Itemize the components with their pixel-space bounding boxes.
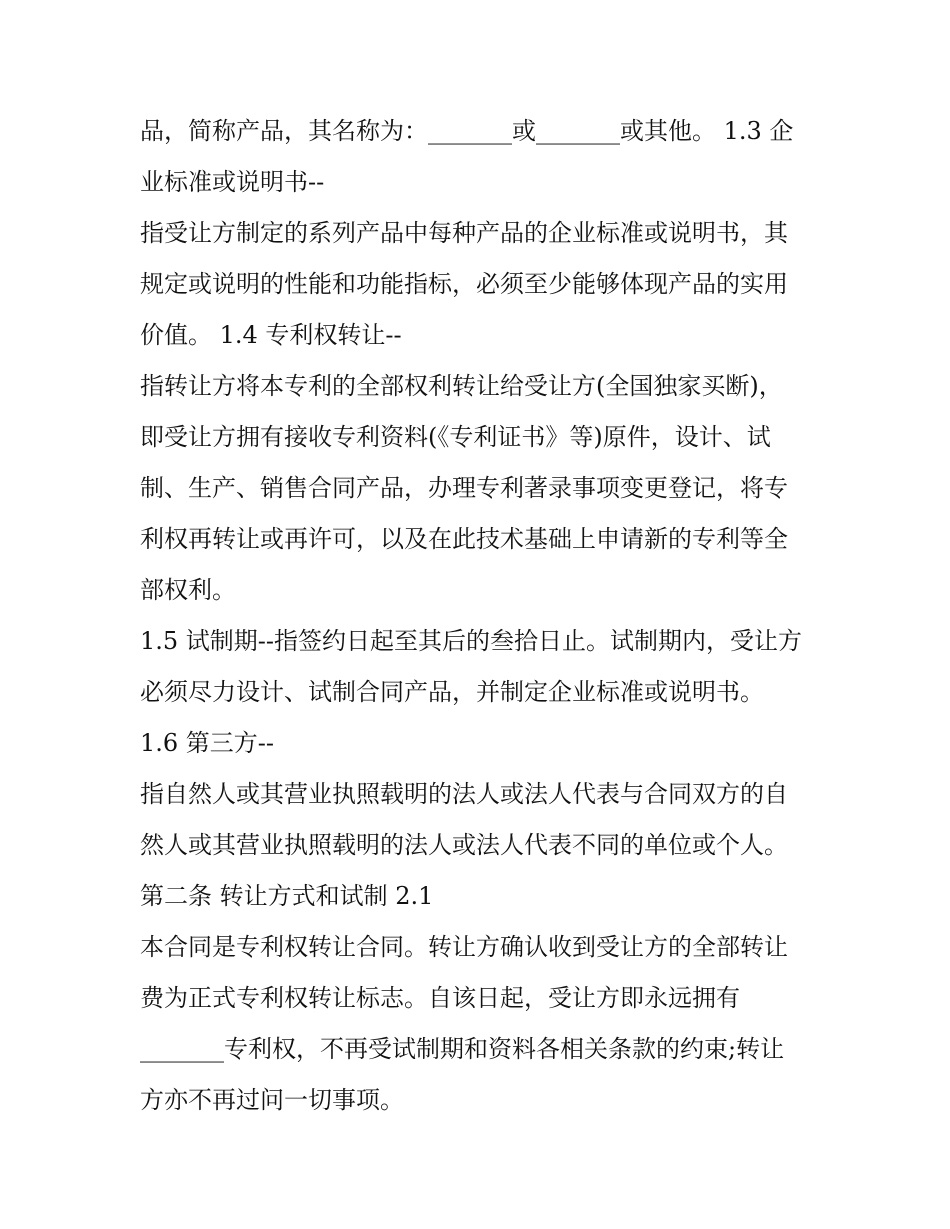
text-line: 利权再转让或再许可，以及在此技术基础上申请新的专利等全: [140, 525, 788, 553]
text-line: 必须尽力设计、试制合同产品，并制定企业标准或说明书。: [140, 678, 764, 706]
text-line: 第二条 转让方式和试制 2.1: [140, 882, 434, 910]
text-line: 业标准或说明书--: [140, 168, 325, 196]
text-line: 价值。 1.4 专利权转让--: [140, 321, 402, 349]
text-line: 1.6 第三方--: [140, 729, 275, 757]
text-line: 1.5 试制期--指签约日起至其后的叁拾日止。试制期内，受让方: [140, 627, 803, 655]
text-line: 本合同是专利权转让合同。转让方确认收到受让方的全部转让: [140, 933, 788, 961]
text-line: 指自然人或其营业执照载明的法人或法人代表与合同双方的自: [140, 780, 788, 808]
text-line: 即受让方拥有接收专利资料(《专利证书》等)原件，设计、试: [140, 423, 771, 451]
text-line: 然人或其营业执照载明的法人或法人代表不同的单位或个人。: [140, 831, 788, 859]
text-line: 部权利。: [140, 576, 236, 604]
document-body: [140, 106, 830, 1126]
text-line: 制、生产、销售合同产品，办理专利著录事项变更登记，将专: [140, 474, 788, 502]
text-line: 费为正式专利权转让标志。自该日起，受让方即永远拥有: [140, 984, 740, 1012]
text-line: _______专利权，不再受试制期和资料各相关条款的约束;转让: [140, 1035, 785, 1063]
text-line: 指转让方将本专利的全部权利转让给受让方(全国独家买断)，: [140, 372, 783, 400]
text-line: 品，简称产品，其名称为：_______或_______或其他。 1.3 企: [140, 117, 794, 145]
text-line: 规定或说明的性能和功能指标，必须至少能够体现产品的实用: [140, 270, 788, 298]
text-line: 方亦不再过问一切事项。: [140, 1086, 404, 1114]
text-line: 指受让方制定的系列产品中每种产品的企业标准或说明书，其: [140, 219, 788, 247]
